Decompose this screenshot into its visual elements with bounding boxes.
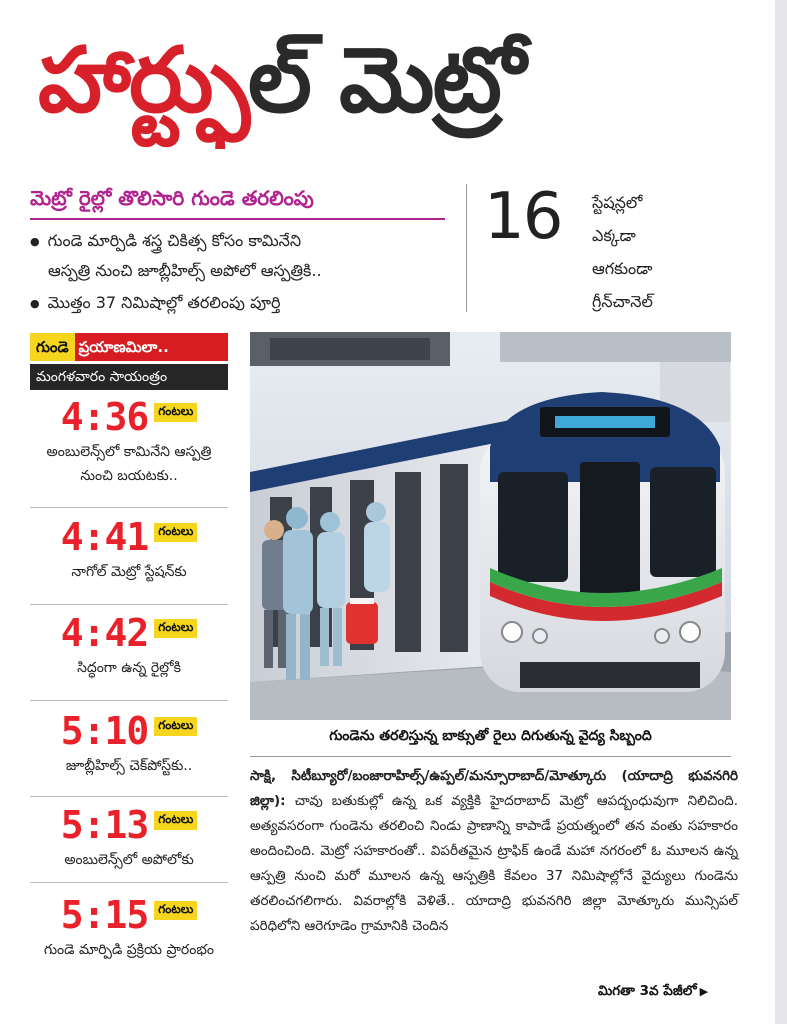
subhead-rule: [30, 218, 445, 220]
timeline-label-highlight: గుండె: [30, 333, 75, 361]
entry-time: 5:13: [60, 803, 149, 847]
entry-desc: అంబులెన్స్‌లో కామినేని ఆస్పత్రి నుంచి బయటకు..: [46, 444, 212, 484]
time-unit-badge: గంటలు: [154, 901, 197, 920]
timeline-entry: [30, 610, 228, 680]
timeline-entry: [30, 802, 228, 872]
timeline-label-text: ప్రయాణమిలా..: [78, 338, 169, 356]
station-count: 16: [484, 180, 562, 254]
entry-divider: [30, 700, 228, 701]
continued-link[interactable]: [598, 983, 708, 1002]
continued-label: మిగతా 3వ పేజీలో: [598, 983, 697, 999]
station-note-line: ఆగకుండా: [592, 259, 653, 278]
time-unit-badge: గంటలు: [154, 717, 197, 736]
time-unit-badge: గంటలు: [154, 811, 197, 830]
headline-part2: ఫుల్ మెట్రో: [248, 28, 524, 133]
entry-time: 5:15: [60, 893, 149, 937]
entry-time: 4:41: [60, 515, 149, 559]
page-edge: [775, 0, 787, 1024]
station-note-line: స్టేషన్లలో: [592, 193, 643, 212]
headline-part1: హార్ట్: [38, 28, 249, 133]
timeline-entry: [30, 892, 228, 962]
headline: [38, 6, 524, 166]
time-unit-badge: గంటలు: [154, 619, 197, 638]
time-unit-badge: గంటలు: [154, 403, 197, 422]
bullet-1-continued: ఆస్పత్రి నుంచి జూబ్లీహిల్స్ అపోలో ఆస్పత్రికి..: [48, 261, 322, 280]
entry-desc: గుండె మార్పిడి ప్రక్రియ ప్రారంభం: [44, 942, 214, 958]
bullet-2: ● మొత్తం 37 నిమిషాల్లో తరలింపు పూర్తి: [30, 288, 281, 319]
metro-train-illustration: [250, 332, 731, 720]
timeline-entry: [30, 514, 228, 584]
entry-divider: [30, 882, 228, 883]
station-note: [592, 186, 653, 318]
article-body: [250, 764, 738, 939]
photo-caption: గుండెను తరలిస్తున్న బాక్సుతో రైలు దిగుతున్న వైద్య సిబ్బంది: [329, 728, 652, 744]
entry-time: 4:36: [60, 395, 149, 439]
entry-desc: నాగోల్ మెట్రో స్టేషన్‌కు: [71, 564, 187, 580]
timeline-entry: [30, 708, 228, 778]
entry-divider: [30, 604, 228, 605]
article-dateline: సాక్షి, సిటీబ్యూరో/బంజారాహిల్స్/ఉప్పల్/మన్సూరాబాద్/మోత్కూరు (యాదాద్రి భువనగిరి జిల్లా):: [250, 768, 738, 809]
station-note-line: గ్రీన్‌చానెల్: [592, 292, 653, 311]
entry-divider: [30, 507, 228, 508]
time-unit-badge: గంటలు: [154, 523, 197, 542]
timeline-label: [30, 333, 228, 361]
timeline-entry: [30, 394, 228, 488]
subhead: మెట్రో రైల్లో తొలిసారి గుండె తరలింపు: [30, 186, 314, 210]
article-text: చావు బతుకుల్లో ఉన్న ఒక వ్యక్తికి హైదరాబాద్ మెట్రో ఆపద్బంధువుగా నిలిచింది. అత్యవసరంగా గుండెను తరలించి నిండు ప్రాణాన్ని కాపాడే ప్రయత్నంలో తన వంతు సహకారం అందించింది. మెట్రో సహకారంతో.. విపరీతమైన ట్రాఫిక్ ఉండే మహా నగరంలో ఓ మూలన ఉన్న ఆస్పత్రి నుంచి మరో మూలన ఉన్న ఆస్పత్రికి కేవలం 37 నిమిషాల్లోనే వైద్యులు గుండెను తరలించగలిగారు. వివరాల్లోకి వెళితే.. యాదాద్రి భువనగిరి జిల్లా మోత్కూరు మున్సిపల్ పరిధిలోని ఆరెగూడెం గ్రామానికి చెందిన: [250, 793, 738, 934]
entry-time: 4:42: [60, 611, 149, 655]
entry-desc: జూబ్లీహిల్స్ చెక్‌పోస్ట్‌కు..: [65, 758, 193, 774]
entry-desc: అంబులెన్స్‌లో అపోలోకు: [64, 852, 194, 868]
bullet-1: ● గుండె మార్పిడి శస్త్ర చికిత్స కోసం కామినేని: [30, 226, 301, 257]
timeline-date: మంగళవారం సాయంత్రం: [30, 364, 228, 390]
station-note-line: ఎక్కడా: [592, 226, 636, 245]
entry-time: 5:10: [60, 709, 149, 753]
entry-desc: సిద్ధంగా ఉన్న రైల్లోకి: [77, 660, 181, 676]
play-arrow-icon: ▶: [699, 985, 709, 998]
metro-train-photo: [250, 332, 731, 720]
column-divider: [466, 184, 467, 312]
entry-divider: [30, 796, 228, 797]
caption-rule: [250, 756, 731, 757]
